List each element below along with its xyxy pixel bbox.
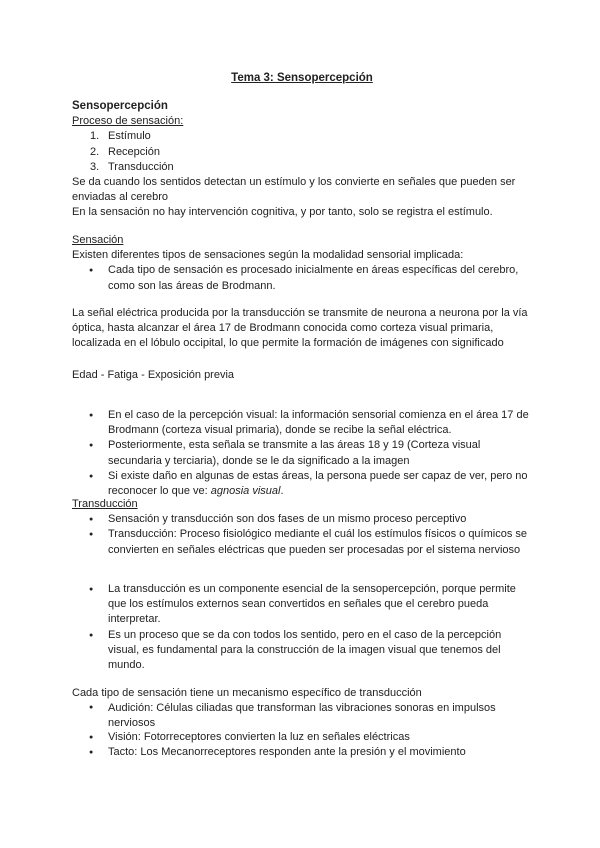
- list-item-text: .: [280, 485, 284, 498]
- bullet-list: [72, 512, 532, 558]
- list-item: ● Cada tipo de sensación es procesado inicialmente en áreas específicas del cerebro, como son las áreas de Brodmann.: [72, 263, 532, 293]
- list-item: ● Es un proceso que se da con todos los sentido, pero en el caso de la percepción visual, es fundamental para la construcción de la imagen visual que tenemos del mundo.: [72, 628, 532, 674]
- bullet-list: [72, 701, 532, 760]
- list-number: 3.: [90, 160, 100, 173]
- process-steps-list: [72, 129, 532, 175]
- list-item: ● La transducción es un componente esencial de la sensopercepción, porque permite que los estímulos externos sean convertidos en señales que el cerebro pueda interpretar.: [72, 582, 532, 628]
- transduction-detail-block: [72, 582, 532, 673]
- section-sensacion: [72, 233, 532, 294]
- list-item-label: Recepción: [108, 145, 160, 158]
- bullet-list: [72, 582, 532, 673]
- list-item: ● Sensación y transducción son dos fases de un mismo proceso perceptivo: [72, 512, 532, 527]
- list-item: ● Audición: Células ciliadas que transforman las vibraciones sonoras en impulsos nerviosos: [72, 701, 532, 730]
- paragraph: Edad - Fatiga - Exposición previa: [72, 369, 235, 381]
- paragraph: Cada tipo de sensación tiene un mecanismo específico de transducción: [72, 687, 422, 699]
- section-sensopercepcion: [72, 99, 532, 221]
- list-item: ● Visión: Fotorreceptores convierten la luz en señales eléctricas: [72, 730, 532, 745]
- list-item-text: Si existe daño en algunas de estas áreas, la persona puede ser capaz de ver, pero no reconocer lo que ve:: [108, 469, 528, 498]
- list-item: [72, 469, 532, 499]
- section-heading: Transducción: [72, 498, 138, 510]
- bullet-list: [72, 408, 532, 499]
- paragraph-block: [72, 306, 532, 352]
- section-transduccion: [72, 497, 532, 558]
- emphasis-term: agnosia visual: [210, 485, 281, 498]
- subsection-heading: Proceso de sensación:: [72, 115, 184, 128]
- section-heading: Sensopercepción: [72, 100, 168, 112]
- list-number: 2.: [90, 145, 100, 158]
- list-item: [72, 160, 532, 175]
- list-item: ● Transducción: Proceso fisiológico mediante el cuál los estímulos físicos o químicos se convierten en señales eléctricas que pueden ser procesadas por el sistema nervioso: [72, 527, 532, 557]
- factors-line: [72, 368, 532, 383]
- document-title: Tema 3: Sensopercepción: [231, 72, 373, 84]
- list-item: [72, 145, 532, 160]
- list-item: ● Posteriormente, esta señala se transmite a las áreas 18 y 19 (Corteza visual secundaria y terciaria), donde se le da significado a la imagen: [72, 438, 532, 468]
- paragraph: Se da cuando los sentidos detectan un estímulo y los convierte en señales que pueden ser enviadas al cerebro: [72, 176, 516, 204]
- paragraph: En la sensación no hay intervención cognitiva, y por tanto, solo se registra el estímulo.: [72, 206, 493, 219]
- list-item: ● Tacto: Los Mecanorreceptores responden ante la presión y el movimiento: [72, 745, 532, 760]
- list-item-label: Estímulo: [108, 130, 151, 143]
- list-item: ● En el caso de la percepción visual: la información sensorial comienza en el área 17 de Brodmann (corteza visual primaria), donde se recibe la señal eléctrica.: [72, 408, 532, 438]
- list-item: [72, 129, 532, 144]
- bullet-list: [72, 263, 532, 293]
- visual-perception-block: [72, 408, 532, 499]
- list-number: 1.: [90, 130, 100, 143]
- mechanisms-block: [72, 686, 532, 760]
- paragraph: Existen diferentes tipos de sensaciones según la modalidad sensorial implicada:: [72, 249, 464, 262]
- list-item-label: Transducción: [108, 160, 174, 173]
- paragraph: La señal eléctrica producida por la transducción se transmite de neurona a neurona por la vía óptica, hasta alcanzar el área 17 de Brodmann conocida como corteza visual primaria, localizada en el lóbulo occipital, lo que permite la formación de imágenes con significado: [72, 307, 528, 350]
- section-heading: Sensación: [72, 234, 124, 246]
